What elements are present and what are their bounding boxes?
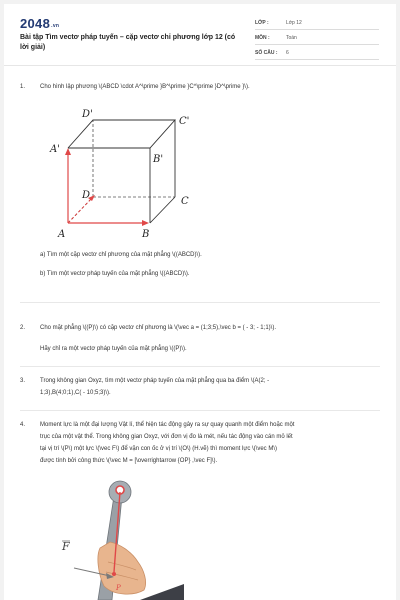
divider: [20, 410, 380, 411]
label-C: C: [181, 196, 189, 207]
q1-part-b: b) Tìm một vectơ pháp tuyến của mặt phẳng \((ABCD)\).: [40, 271, 190, 277]
hand-shape: [98, 542, 146, 594]
logo-text: 2048: [20, 16, 51, 31]
logo-tld: .vn: [51, 23, 60, 29]
top-face: [68, 120, 175, 148]
meta-count-row: [255, 46, 379, 60]
q2-number: 2.: [20, 325, 26, 331]
edge-B-C: [150, 197, 175, 223]
q1-part-a: a) Tìm một cặp vectơ chỉ phương của mặt phẳng \((ABCD)\).: [40, 252, 202, 258]
divider: [20, 302, 380, 303]
q4-line-2: trục của một vật thể. Trong không gian Oxyz, với đơn vị đo là mét, nếu tác động vào cán mỏ lết: [40, 434, 293, 440]
q3-number: 3.: [20, 378, 26, 384]
meta-grade-key: LỚP :: [255, 20, 269, 26]
q3-line-2: 1;3),B(4;0;1),C( - 10;5;3)\).: [40, 390, 111, 396]
sleeve-shape: [140, 584, 184, 600]
document-page: [4, 4, 396, 600]
q4-number: 4.: [20, 422, 26, 428]
label-C1: C': [179, 116, 190, 127]
label-B1: B': [153, 154, 164, 165]
meta-count-key: SỐ CÂU :: [255, 50, 278, 56]
q2-line-2: Hãy chỉ ra một vectơ pháp tuyến của mặt phẳng \((P)\).: [40, 346, 187, 352]
page-title: Bài tập Tìm vectơ pháp tuyến – cặp vectơ chỉ phương lớp 12 (có lời giải): [20, 34, 236, 51]
force-label: F: [62, 540, 70, 553]
q3-line-1: Trong không gian Oxyz, tìm một vectơ pháp tuyến của mặt phẳng qua ba điểm \(A(2; -: [40, 378, 270, 384]
meta-subject-value: Toán: [286, 35, 297, 41]
arrowhead-A1: [65, 148, 71, 155]
q1-number: 1.: [20, 84, 26, 90]
meta-grade-value: Lớp 12: [286, 20, 302, 26]
q1-text: Cho hình lập phương \(ABCD \cdot A^\prime }B^\prime }C^\prime }D^\prime }\).: [40, 84, 250, 90]
meta-grade-row: [255, 16, 379, 30]
label-B: B: [142, 229, 150, 240]
meta-count-value: 6: [286, 50, 289, 56]
q4-line-4: được tính bởi công thức \(\vec M = [\overrightarrow {OP} ,\vec F]\).: [40, 458, 218, 464]
arrowhead-B: [142, 220, 149, 226]
q4-line-1: Moment lực là một đại lượng Vật lí, thể hiện tác động gây ra sự quay quanh một điểm hoặc một: [40, 422, 295, 428]
label-D1: D': [82, 109, 93, 120]
point-label: P: [116, 584, 121, 592]
divider: [20, 366, 380, 367]
wrench-figure: [44, 478, 184, 600]
meta-subject-key: MÔN :: [255, 35, 270, 41]
cube-figure: [32, 104, 212, 244]
label-A1: A': [50, 144, 60, 155]
point-P: [112, 572, 116, 576]
document-header: [4, 4, 396, 66]
label-A: A: [58, 229, 66, 240]
meta-subject-row: [255, 31, 379, 45]
site-logo[interactable]: [20, 16, 59, 31]
q4-line-3: tại vị trí \(P\) một lực \(\vec F\) để vặn con ốc ở vị trí \(O\) (H.vẽ) thì moment lực \(\vec M\): [40, 446, 278, 452]
label-D: D: [82, 190, 91, 201]
q2-line-1: Cho mặt phẳng \((P)\) có cặp vectơ chỉ phương là \(\vec a = (1;3;5),\vec b = ( - 3; - 1;1)\).: [40, 325, 276, 331]
